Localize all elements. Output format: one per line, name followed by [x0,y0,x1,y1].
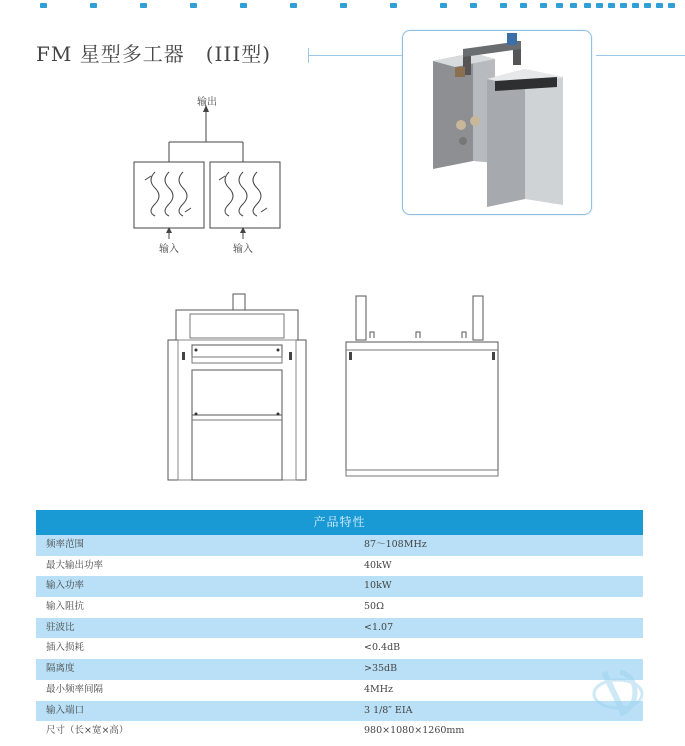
input-right-label: 输入 [233,244,253,255]
table-row: 最大输出功率 40kW [36,556,643,577]
logo-watermark [590,664,646,724]
table-row: 插入损耗 <0.4dB [36,638,643,659]
spec-table-header: 产品特性 [36,510,643,535]
table-row: 输入阻抗 50Ω [36,597,643,618]
table-row: 频率范围 87～108MHz [36,535,643,556]
input-left-label: 输入 [159,244,179,255]
table-row: 尺寸（长×宽×高） 980×1080×1260mm [36,721,643,742]
spec-table [36,510,643,742]
title-rule [308,55,403,56]
table-row: 输入端口 3 1/8″ EIA [36,701,643,722]
page-title: FM 星型多工器 (III型) [36,42,272,66]
schematic-diagram [125,88,285,255]
table-row: 驻波比 <1.07 [36,618,643,639]
table-row: 隔离度 >35dB [36,659,643,680]
top-decorative-strip [0,0,685,16]
table-row: 最小频率间隔 4MHz [36,680,643,701]
product-photo [402,30,592,215]
technical-drawings [160,290,510,494]
table-row: 输入功率 10kW [36,576,643,597]
output-label: 输出 [197,97,217,108]
title-rule-right [596,55,685,56]
